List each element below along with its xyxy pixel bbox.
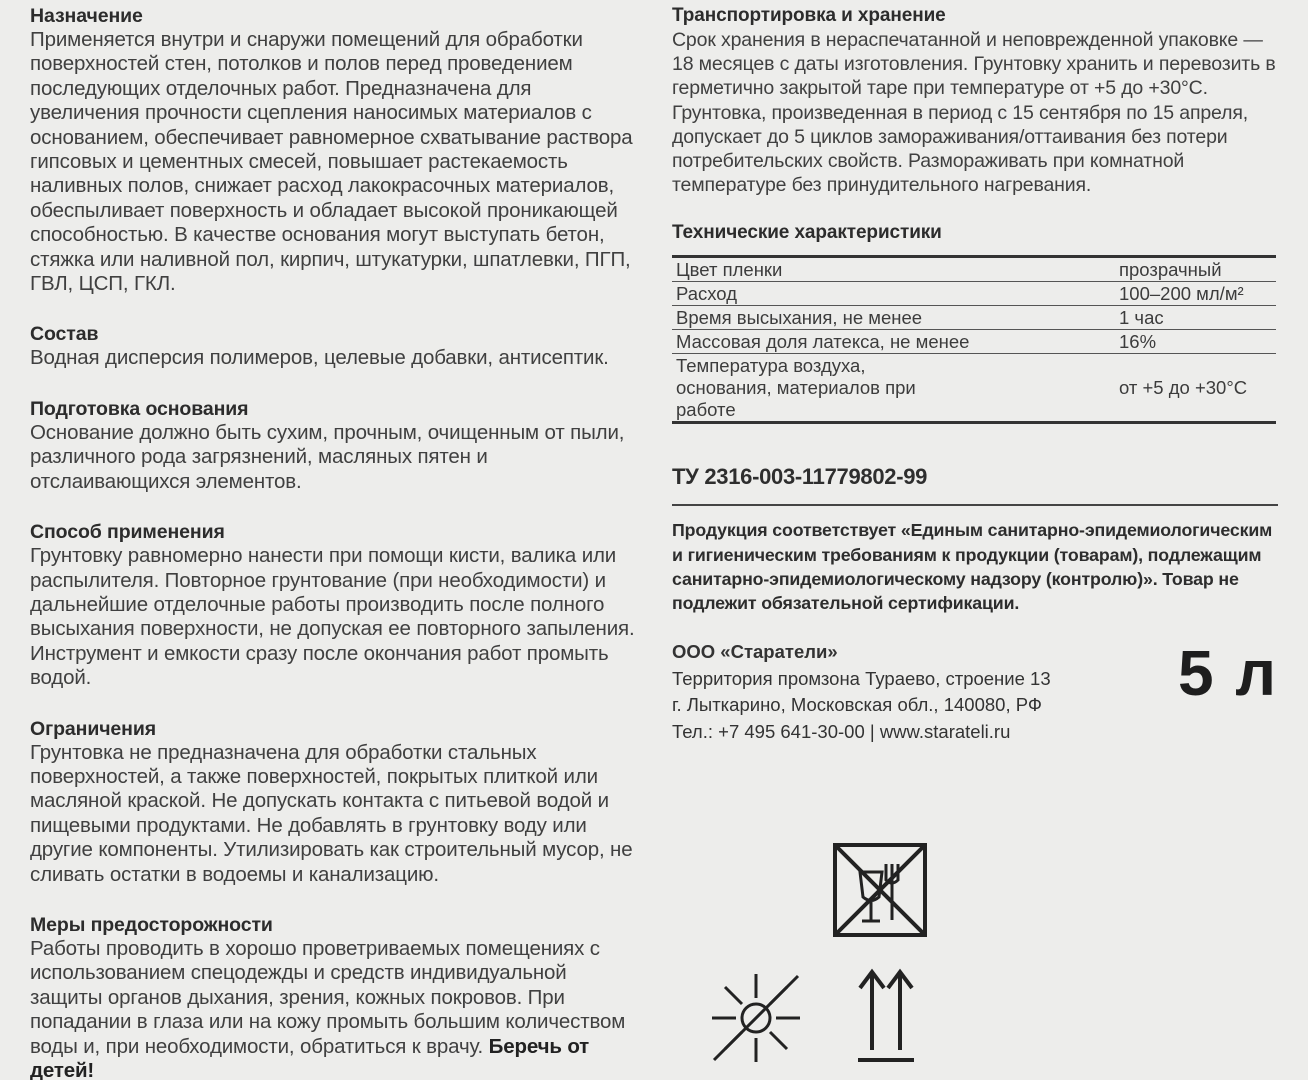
section-heading: Транспортировка и хранение bbox=[672, 5, 946, 26]
spec-name: Массовая доля латекса, не менее bbox=[672, 330, 1111, 354]
section-application bbox=[30, 520, 640, 690]
section-text: Срок хранения в нераспечатанной и неповрежденной упаковке — 18 месяцев с даты изготовления. Грунтовку хранить и перевозить в герметично закрытой таре при температуре от +5 до +30°С. Грунтовка, произведенная в период с 15 сентября по 15 апреля, допускает до 5 циклов замораживания/оттаивания без потери потребительских свойств. Размораживать при комнатной температуре без принудительного нагревания. bbox=[672, 29, 1276, 197]
section-heading: Состав bbox=[30, 323, 99, 346]
section-heading: Ограничения bbox=[30, 717, 157, 740]
section-composition bbox=[30, 322, 640, 370]
section-purpose bbox=[30, 4, 640, 296]
section-heading: Подготовка основания bbox=[30, 397, 249, 420]
company-address-line1: Территория промзона Тураево, строение 13 bbox=[672, 667, 1051, 689]
certification-note: Продукция соответствует «Единым санитарно-эпидемиологическим и гигиеническим требованиям к продукции (товарам), подлежащим санитарно-эпидемиологическому надзору (контролю)». Товар не подлежит обязательной сертификации. bbox=[672, 520, 1273, 614]
section-text: Применяется внутри и снаружи помещений для обработки поверхностей стен, потолков и полов перед проведением последующих отделочных работ. Предназначена для увеличения прочности сцепления наносимых материалов с основанием, обеспечивает равномерное схватывание раствора гипсовых и цементных смесей, повышает растекаемость наливных полов, снижает расход лакокрасочных материалов, обеспыливает поверхность и обладает высокой проникающей способностью. В качестве основания могут выступать бетон, стяжка или наливной пол, кирпич, штукатурки, шпатлевки, ПГП, ГВЛ, ЦСП, ГКЛ. bbox=[30, 28, 633, 296]
section-heading: Назначение bbox=[30, 5, 143, 27]
section-text: Грунтовка не предназначена для обработки стальных поверхностей, а также поверхностей, покрытых плиткой или масляной краской. Не допускать контакта с питьевой водой и пищевыми продуктами. Не добавлять в грунтовку воду или другие компоненты. Утилизировать как строительный мусор, не сливать остатки в водоемы и канализацию. bbox=[30, 740, 633, 886]
section-transport-storage bbox=[672, 4, 1278, 197]
spec-value: 1 час bbox=[1111, 306, 1276, 330]
tu-code: ТУ 2316-003-11779802-99 bbox=[672, 464, 1278, 506]
spec-value: 16% bbox=[1111, 330, 1276, 354]
keep-away-from-sun-icon bbox=[706, 968, 806, 1068]
spec-name: Расход bbox=[672, 282, 1111, 306]
keep-from-children-warning: Беречь от детей! bbox=[30, 1034, 590, 1080]
specs-heading: Технические характеристики bbox=[672, 222, 942, 244]
table-row bbox=[672, 330, 1276, 354]
spec-name: Цвет пленки bbox=[672, 257, 1111, 282]
section-limitations bbox=[30, 717, 640, 887]
spec-name: Температура воздуха, основания, материалов при работе bbox=[676, 355, 916, 421]
volume-label: 5 л bbox=[1178, 637, 1279, 709]
section-precautions bbox=[30, 913, 640, 1080]
not-for-food-icon bbox=[832, 842, 928, 938]
table-row bbox=[672, 282, 1276, 306]
left-column bbox=[30, 4, 640, 1080]
spec-value: 100–200 мл/м² bbox=[1111, 282, 1276, 306]
table-row bbox=[672, 306, 1276, 330]
section-heading: Способ применения bbox=[30, 521, 225, 544]
spec-value: прозрачный bbox=[1111, 257, 1276, 282]
table-row bbox=[672, 257, 1276, 282]
section-text bbox=[30, 937, 640, 1080]
company-contacts: Тел.: +7 495 641-30-00 | www.starateli.ru bbox=[672, 720, 1011, 742]
specs-table bbox=[672, 255, 1276, 424]
section-text: Водная дисперсия полимеров, целевые добавки, антисептик. bbox=[30, 346, 609, 370]
spec-value: от +5 до +30°С bbox=[1119, 377, 1248, 399]
company-name: ООО «Старатели» bbox=[672, 641, 838, 663]
section-surface-prep bbox=[30, 397, 640, 494]
section-specs bbox=[672, 221, 1278, 424]
company-address-line2: г. Лыткарино, Московская обл., 140080, РФ bbox=[672, 694, 1042, 716]
section-heading: Меры предосторожности bbox=[30, 913, 273, 936]
this-way-up-icon bbox=[856, 966, 916, 1066]
precautions-text: Работы проводить в хорошо проветриваемых помещениях с использованием спецодежды и средств индивидуальной защиты органов дыхания, зрения, кожных покровов. При попадании в глаза или на кожу промыть большим количеством воды и, при необходимости, обратиться к врачу. bbox=[30, 936, 626, 1058]
spec-name: Время высыхания, не менее bbox=[672, 306, 1111, 330]
right-column bbox=[672, 4, 1278, 745]
section-text: Грунтовку равномерно нанести при помощи кисти, валика или распылителя. Повторное грунтование (при необходимости) и дальнейшие отделочные работы производить после полного высыхания поверхности, не допуская ее повторного запыления. Инструмент и емкости сразу после окончания работ промыть водой. bbox=[30, 544, 635, 690]
table-row bbox=[672, 354, 1276, 423]
section-text: Основание должно быть сухим, прочным, очищенным от пыли, различного рода загрязнений, масляных пятен и отслаивающихся элементов. bbox=[30, 420, 625, 493]
